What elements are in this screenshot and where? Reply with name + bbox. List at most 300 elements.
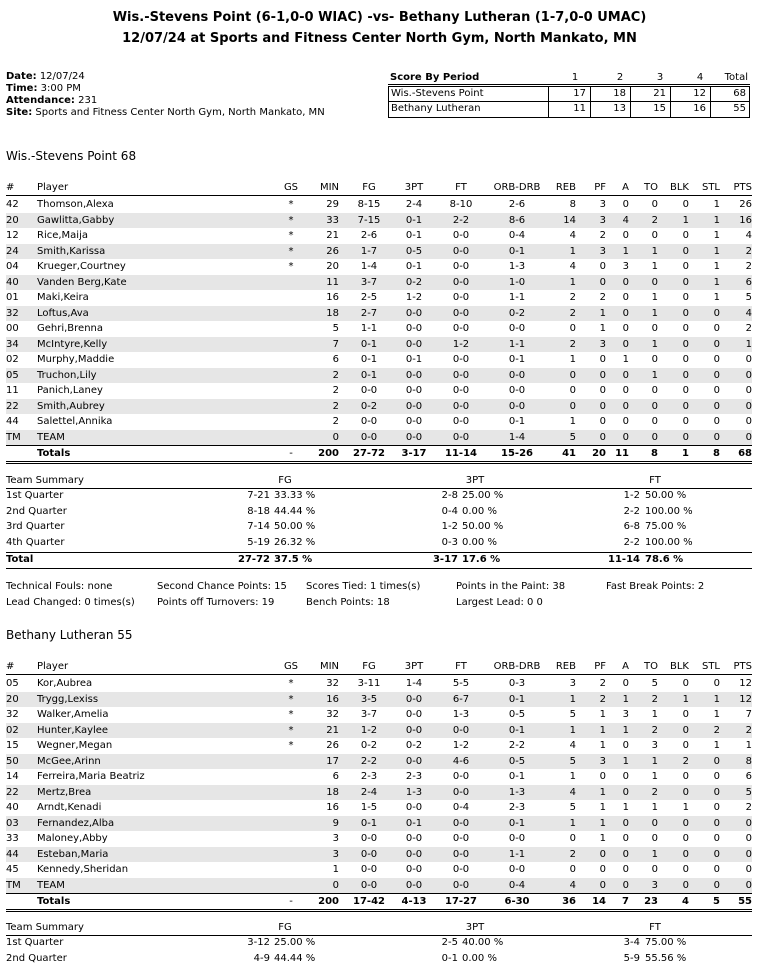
cell-player: Gawlitta,Gabby: [37, 214, 115, 226]
cell-blk: BLK: [670, 182, 689, 193]
cell-player: Trygg,Lexiss: [37, 693, 99, 705]
cell-to: 1: [651, 245, 658, 257]
cell-ft: 0-0: [452, 276, 470, 288]
cell-pf: 1: [599, 323, 606, 334]
cell-3pt: 0-0: [405, 385, 423, 396]
cell-blk: 0: [682, 724, 689, 736]
summary-fg: 7-21: [247, 490, 270, 501]
cell-a: 0: [622, 276, 629, 288]
cell-gs: *: [288, 199, 294, 210]
cell-min: 32: [326, 678, 339, 689]
cell-orb-drb: ORB-DRB: [493, 182, 541, 193]
cell-pf: 0: [599, 879, 606, 891]
cell-pts: 4: [745, 230, 752, 241]
cell-3pt: 0-0: [405, 802, 423, 813]
cell-num: 15: [6, 740, 19, 751]
score-by-period-label: Score By Period: [390, 72, 480, 83]
cell-orb-drb: 0-0: [508, 323, 526, 334]
cell-fg: 3-11: [357, 678, 381, 689]
cell-to: 0: [651, 323, 658, 334]
cell-blk: 0: [682, 709, 689, 720]
summary-period: 2nd Quarter: [6, 505, 67, 517]
cell-blk: 0: [682, 338, 689, 350]
score-total: 55: [733, 103, 746, 114]
cell-min: 18: [326, 786, 339, 798]
player-row: [6, 692, 752, 708]
cell-blk: 0: [682, 323, 689, 334]
note-lead-changed: Lead Changed: 0 times(s): [6, 597, 135, 608]
cell-reb: 1: [569, 724, 576, 736]
cell-gs: *: [288, 245, 294, 257]
cell-a: 0: [622, 307, 629, 319]
cell-3pt: 0-2: [405, 276, 423, 288]
cell-blk: 0: [682, 678, 689, 689]
cell-fg: 8-15: [357, 199, 381, 210]
cell-orb-drb: 0-2: [508, 307, 526, 319]
player-row: [6, 785, 752, 801]
cell-player: Hunter,Kaylee: [37, 724, 109, 736]
cell-to: 3: [651, 740, 658, 751]
cell-stl: 0: [713, 864, 720, 875]
cell-fg: 0-2: [360, 400, 378, 412]
cell-gs: GS: [283, 182, 299, 193]
cell-num: 00: [6, 323, 19, 334]
cell-3pt: 0-0: [405, 307, 423, 319]
cell-stl: 1: [713, 214, 720, 226]
player-row: [6, 430, 752, 446]
cell-3pt: 0-0: [405, 709, 423, 720]
cell-pf: 14: [592, 896, 606, 907]
cell-to: 0: [651, 833, 658, 844]
cell-pf: 2: [599, 292, 606, 303]
cell-player: TEAM: [37, 431, 65, 443]
cell-blk: 0: [682, 276, 689, 288]
period-header: 4: [696, 72, 704, 83]
cell-blk: 0: [682, 864, 689, 875]
cell-player: Panich,Laney: [37, 385, 103, 396]
cell-player: Murphy,Maddie: [37, 354, 115, 365]
note-bench-points: Bench Points: 18: [306, 597, 390, 608]
cell-pf: 0: [599, 416, 606, 427]
cell-gs: -: [289, 448, 293, 459]
cell-ft: 5-5: [452, 678, 470, 689]
cell-reb: 0: [569, 323, 576, 334]
cell-orb-drb: 8-6: [508, 214, 526, 226]
cell-reb: 0: [569, 369, 576, 381]
cell-a: 0: [622, 369, 629, 381]
summary-total-fg-pct: 37.5 %: [274, 553, 313, 565]
cell-ft: FT: [455, 182, 467, 193]
cell-reb: 8: [569, 199, 576, 210]
cell-a: 0: [622, 199, 629, 210]
cell-fg: 0-1: [360, 354, 378, 365]
cell-stl: STL: [701, 182, 720, 193]
cell-a: 0: [622, 786, 629, 798]
cell-stl: 5: [713, 896, 720, 907]
cell-fg: 2-2: [360, 755, 378, 767]
cell-fg: 0-0: [360, 416, 378, 427]
cell-3pt: 3PT: [404, 182, 424, 193]
cell-3pt: 4-13: [401, 896, 427, 907]
cell-to: 0: [651, 431, 658, 443]
cell-pf: 1: [599, 307, 606, 319]
cell-min: 26: [326, 740, 339, 751]
cell-min: 200: [318, 448, 339, 459]
cell-num: 32: [6, 709, 19, 720]
cell-stl: 0: [713, 771, 720, 782]
cell-num: 02: [6, 354, 19, 365]
cell-stl: 0: [713, 848, 720, 860]
cell-min: 17: [326, 755, 339, 767]
cell-pts: PTS: [733, 182, 752, 193]
cell-pts: 1: [745, 740, 752, 751]
summary-total-label: Total: [6, 553, 34, 565]
summary-3pt: 2-5: [441, 937, 458, 948]
cell-a: 7: [622, 896, 629, 907]
cell-reb: 4: [569, 230, 576, 241]
cell-num: 44: [6, 416, 19, 427]
player-row: [6, 306, 752, 322]
summary-period: 3rd Quarter: [6, 521, 65, 533]
cell-stl: 0: [713, 817, 720, 829]
cell-num: 33: [6, 833, 19, 844]
cell-reb: 5: [569, 755, 576, 767]
cell-min: 2: [332, 416, 339, 427]
cell-a: 1: [622, 755, 629, 767]
cell-ft: 0-0: [452, 292, 470, 303]
cell-pf: 1: [599, 740, 606, 751]
summary-label: Team Summary: [6, 922, 84, 933]
player-row: [6, 337, 752, 353]
cell-blk: 0: [682, 771, 689, 782]
cell-reb: 2: [569, 307, 576, 319]
cell-stl: 0: [713, 786, 720, 798]
cell-pf: 0: [599, 276, 606, 288]
cell-min: 2: [332, 369, 339, 381]
cell-stl: 2: [713, 724, 720, 736]
cell-player: Vanden Berg,Kate: [37, 276, 127, 288]
cell-num: 32: [6, 307, 19, 319]
summary-total-3pt-pct: 17.6 %: [462, 553, 501, 565]
cell-pf: 0: [599, 369, 606, 381]
cell-pf: 0: [599, 431, 606, 443]
cell-blk: 4: [682, 896, 689, 907]
cell-3pt: 0-1: [405, 214, 423, 226]
cell-orb-drb: 2-3: [508, 802, 526, 813]
cell-orb-drb: 0-0: [508, 400, 526, 412]
summary-3pt-pct: 40.00 %: [462, 937, 504, 948]
cell-ft: 1-2: [452, 740, 470, 751]
player-row: [6, 244, 752, 260]
title-line-1: Wis.-Stevens Point (6-1,0-0 WIAC) -vs- Bethany Lutheran (1-7,0-0 UMAC): [112, 10, 647, 25]
cell-a: 0: [622, 848, 629, 860]
cell-pts: 2: [745, 323, 752, 334]
summary-3pt-pct: 50.00 %: [462, 521, 504, 533]
cell-a: 0: [622, 864, 629, 875]
cell-to: 0: [651, 276, 658, 288]
cell-orb-drb: 0-0: [508, 385, 526, 396]
cell-a: 0: [622, 833, 629, 844]
cell-fg: 0-0: [360, 385, 378, 396]
cell-player: Maki,Keira: [37, 292, 89, 303]
cell-pf: 3: [599, 245, 606, 257]
cell-min: 32: [326, 709, 339, 720]
cell-ft: 0-0: [452, 354, 470, 365]
cell-reb: 1: [569, 354, 576, 365]
summary-ft: 2-2: [623, 537, 640, 549]
cell-num: TM: [6, 879, 21, 891]
cell-a: 1: [622, 724, 629, 736]
cell-pts: 1: [745, 338, 752, 350]
cell-reb: 4: [569, 740, 576, 751]
cell-player: Player: [37, 182, 69, 193]
cell-fg: 0-0: [360, 848, 378, 860]
cell-pts: 16: [739, 214, 752, 226]
cell-fg: 0-0: [360, 833, 378, 844]
summary-ft: 1-2: [623, 490, 640, 501]
score-team: Wis.-Stevens Point: [391, 88, 484, 99]
cell-3pt: 1-3: [405, 786, 423, 798]
cell-blk: 0: [682, 431, 689, 443]
cell-num: 34: [6, 338, 19, 350]
cell-ft: 17-27: [445, 896, 477, 907]
cell-pf: 0: [599, 400, 606, 412]
cell-stl: STL: [701, 661, 720, 672]
cell-reb: 3: [569, 678, 576, 689]
cell-fg: 1-1: [360, 323, 378, 334]
cell-player: Rice,Maija: [37, 230, 88, 241]
team1-heading: Wis.-Stevens Point 68: [6, 149, 137, 163]
cell-pf: 0: [599, 848, 606, 860]
cell-player: Thomson,Alexa: [37, 199, 114, 210]
cell-orb-drb: 0-0: [508, 864, 526, 875]
cell-min: 5: [332, 323, 339, 334]
cell-3pt: 0-0: [405, 369, 423, 381]
summary-ft: 2-2: [623, 505, 640, 517]
cell-orb-drb: 15-26: [501, 448, 533, 459]
cell-orb-drb: 0-1: [508, 771, 526, 782]
cell-fg: 0-0: [360, 864, 378, 875]
cell-blk: 1: [682, 802, 689, 813]
cell-3pt: 3PT: [404, 661, 424, 672]
cell-pf: PF: [594, 182, 606, 193]
cell-num: 50: [6, 755, 19, 767]
cell-reb: 1: [569, 245, 576, 257]
cell-orb-drb: 6-30: [504, 896, 530, 907]
summary-ft: 6-8: [623, 521, 640, 533]
totals-row: [6, 894, 752, 910]
cell-ft: 0-0: [452, 245, 470, 257]
cell-min: 16: [326, 802, 339, 813]
cell-ft: 0-0: [452, 771, 470, 782]
cell-a: 0: [622, 771, 629, 782]
cell-3pt: 0-5: [405, 245, 423, 257]
cell-blk: 0: [682, 369, 689, 381]
cell-num: 45: [6, 864, 19, 875]
player-row: [6, 862, 752, 878]
cell-orb-drb: 0-4: [508, 879, 526, 891]
cell-num: 12: [6, 230, 19, 241]
cell-pts: 26: [739, 199, 752, 210]
cell-pf: 0: [599, 771, 606, 782]
cell-fg: 0-1: [360, 369, 378, 381]
cell-pf: 3: [599, 214, 606, 226]
cell-min: 18: [326, 307, 339, 319]
cell-num: 42: [6, 199, 19, 210]
cell-fg: 1-5: [360, 802, 378, 813]
cell-fg: 2-3: [360, 771, 378, 782]
cell-min: 3: [332, 833, 339, 844]
cell-num: 11: [6, 385, 19, 396]
cell-reb: 0: [569, 864, 576, 875]
summary-period: 2nd Quarter: [6, 952, 67, 964]
cell-orb-drb: 0-1: [508, 724, 526, 736]
cell-pts: 0: [745, 833, 752, 844]
cell-num: 04: [6, 261, 19, 272]
cell-num: 20: [6, 693, 19, 705]
cell-pts: 68: [738, 448, 752, 459]
cell-ft: 1-2: [452, 338, 470, 350]
cell-player: Gehri,Brenna: [37, 323, 104, 334]
cell-gs: *: [288, 693, 294, 705]
player-row: [6, 847, 752, 863]
cell-stl: 0: [713, 307, 720, 319]
cell-to: 8: [651, 448, 658, 459]
cell-orb-drb: 1-4: [508, 431, 526, 443]
player-row: [6, 228, 752, 244]
period-header: 3: [656, 72, 664, 83]
cell-pts: 6: [745, 276, 752, 288]
cell-ft: FT: [455, 661, 467, 672]
cell-min: 21: [326, 724, 339, 736]
cell-min: 3: [332, 848, 339, 860]
cell-blk: 0: [682, 307, 689, 319]
cell-gs: -: [289, 896, 293, 907]
cell-fg: 7-15: [357, 214, 381, 226]
summary-3pt-pct: 0.00 %: [462, 537, 497, 549]
cell-to: 2: [651, 724, 658, 736]
cell-pts: 8: [745, 755, 752, 767]
cell-stl: 1: [713, 245, 720, 257]
cell-3pt: 0-0: [405, 400, 423, 412]
cell-ft: 0-0: [452, 724, 470, 736]
cell-reb: 1: [569, 276, 576, 288]
cell-fg: 2-6: [360, 230, 378, 241]
period-header: 2: [616, 72, 624, 83]
cell-player: Kor,Aubrea: [37, 678, 93, 689]
cell-stl: 0: [713, 354, 720, 365]
cell-player: Mertz,Brea: [37, 786, 92, 798]
cell-to: 0: [651, 385, 658, 396]
cell-to: TO: [644, 661, 658, 672]
cell-fg: 27-72: [353, 448, 385, 459]
cell-pf: 1: [599, 786, 606, 798]
cell-ft: 0-0: [452, 786, 470, 798]
cell-to: 1: [651, 338, 658, 350]
cell-3pt: 0-0: [405, 879, 423, 891]
cell-to: 0: [651, 817, 658, 829]
cell-gs: *: [288, 709, 294, 720]
player-row: [6, 769, 752, 785]
cell-reb: 0: [569, 385, 576, 396]
cell-gs: *: [288, 740, 294, 751]
cell-stl: 1: [713, 230, 720, 241]
cell-3pt: 1-2: [405, 292, 423, 303]
cell-num: 40: [6, 276, 19, 288]
summary-3pt: 0-3: [441, 537, 458, 549]
cell-pts: 0: [745, 385, 752, 396]
summary-fg-pct: 33.33 %: [274, 490, 316, 501]
cell-player: Esteban,Maria: [37, 848, 109, 860]
player-row: [6, 259, 752, 275]
cell-blk: 0: [682, 354, 689, 365]
cell-player: Loftus,Ava: [37, 307, 89, 319]
cell-ft: 0-0: [452, 369, 470, 381]
cell-num: 22: [6, 786, 19, 798]
cell-blk: 0: [682, 416, 689, 427]
cell-ft: 0-0: [452, 400, 470, 412]
score-period: 11: [573, 103, 586, 114]
cell-player: Smith,Aubrey: [37, 400, 105, 412]
cell-orb-drb: 0-3: [508, 678, 526, 689]
cell-a: 11: [615, 448, 629, 459]
cell-orb-drb: 0-1: [508, 245, 526, 257]
cell-stl: 1: [713, 740, 720, 751]
summary-period: 1st Quarter: [6, 490, 64, 501]
cell-fg: 3-7: [360, 709, 378, 720]
cell-pf: 1: [599, 817, 606, 829]
cell-a: 3: [622, 709, 629, 720]
cell-pf: 3: [599, 199, 606, 210]
cell-ft: 0-4: [452, 802, 470, 813]
cell-min: 6: [332, 771, 339, 782]
cell-pts: 0: [745, 354, 752, 365]
cell-gs: GS: [283, 661, 299, 672]
cell-pts: 2: [745, 261, 752, 272]
cell-pf: 0: [599, 354, 606, 365]
player-row: [6, 213, 752, 229]
cell-fg: 3-5: [360, 693, 378, 705]
cell-stl: 0: [713, 338, 720, 350]
cell-stl: 1: [713, 261, 720, 272]
cell-orb-drb: 1-3: [508, 786, 526, 798]
cell-orb-drb: 0-0: [508, 369, 526, 381]
cell-a: 0: [622, 817, 629, 829]
player-row: [6, 676, 752, 692]
cell-min: 200: [318, 896, 339, 907]
player-row: [6, 383, 752, 399]
summary-header-3pt: 3PT: [465, 922, 485, 933]
cell-to: 1: [651, 771, 658, 782]
cell-a: 0: [622, 230, 629, 241]
cell-reb: 1: [569, 693, 576, 705]
cell-pf: 2: [599, 230, 606, 241]
cell-pts: 0: [745, 416, 752, 427]
cell-reb: 4: [569, 261, 576, 272]
cell-num: 03: [6, 817, 19, 829]
cell-gs: *: [288, 724, 294, 736]
cell-pts: 0: [745, 848, 752, 860]
column-header-row: [6, 659, 752, 675]
summary-fg-pct: 44.44 %: [274, 505, 316, 517]
cell-ft: 0-0: [452, 385, 470, 396]
cell-player: Fernandez,Alba: [37, 817, 115, 829]
player-row: [6, 414, 752, 430]
cell-ft: 0-0: [452, 261, 470, 272]
cell-blk: 0: [682, 848, 689, 860]
score-period: 16: [693, 103, 706, 114]
cell-a: 0: [622, 400, 629, 412]
